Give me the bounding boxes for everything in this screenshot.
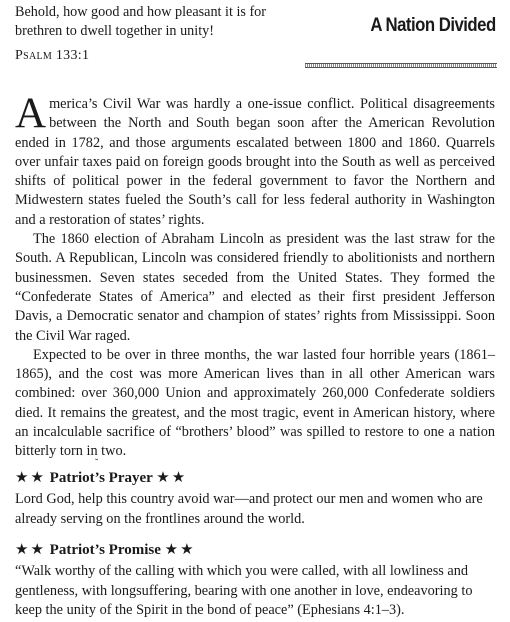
- prayer-section: [15, 469, 495, 529]
- epigraph-citation: Psalm 133:1: [15, 48, 90, 63]
- promise-text: “Walk worthy of the calling with which you were called, with all lowliness and gentleness, with longsuffering, bearing with one another in love, endeavoring to keep the unity of the Spirit in the bond of peace” (Ephesians 4:1–3).: [15, 563, 473, 618]
- prayer-heading-label: Patriot’s Prayer: [49, 470, 153, 486]
- star-icon: ★★: [15, 470, 46, 486]
- promise-heading: [15, 541, 495, 560]
- epigraph: [15, 3, 315, 65]
- star-icon: ★★: [15, 542, 46, 558]
- epigraph-line-2: brethren to dwell together in unity!: [15, 23, 214, 39]
- stray-mark: ˘: [95, 458, 99, 469]
- article-paragraph-3: Expected to be over in three months, the war lasted four horrible years (1861–1865), and the cost was more American lives than in all other American wars combined: over 360,000 Union and approximately 260,000 Confederate soldiers died. It remains the greatest, and the most tragic, event in American history, where an incalculable sacrifice of “brothers’ blood” was spilled to restore to one a nation bitterly torn in two.: [15, 346, 495, 460]
- promise-section: [15, 541, 495, 620]
- page-title: A Nation Divided: [370, 14, 496, 36]
- star-icon: ★★: [156, 470, 188, 486]
- article-paragraph-2: The 1860 election of Abraham Lincoln as president was the last straw for the South. A Republican, Lincoln was considered friendly to abolitionists and northern businessmen. Seven states seceded from the United States. They formed the “Confederate States of America” and elected as their first president Jefferson Davis, a Democratic senator and champion of states’ rights from Mississippi. Soon the Civil War raged.: [15, 231, 495, 344]
- paragraph-1-text: merica’s Civil War was hardly a one-issue conflict. Political disagreements between the North and South began soon after the American Revolution ended in 1782, and those arguments escalated between 1800 and 1860. Quarrels over unfair taxes paid on foreign goods brought into the South as well as perceived shifts of political power in the federal government to favor the Northern and Midwestern states fueled the South’s call for less federal authority in Washington and a restoration of states’ rights.: [15, 96, 495, 228]
- article-body: [15, 90, 495, 462]
- prayer-text: Lord God, help this country avoid war—and protect our men and women who are already serving on the frontlines around the world.: [15, 491, 483, 527]
- epigraph-line-1: Behold, how good and how pleasant it is for: [15, 4, 267, 20]
- prayer-heading: [15, 469, 495, 488]
- article-paragraph-1: [15, 90, 495, 230]
- promise-heading-label: Patriot’s Promise: [49, 542, 161, 558]
- title-divider: [305, 63, 497, 68]
- star-icon: ★★: [164, 542, 196, 558]
- drop-cap: A: [15, 90, 47, 137]
